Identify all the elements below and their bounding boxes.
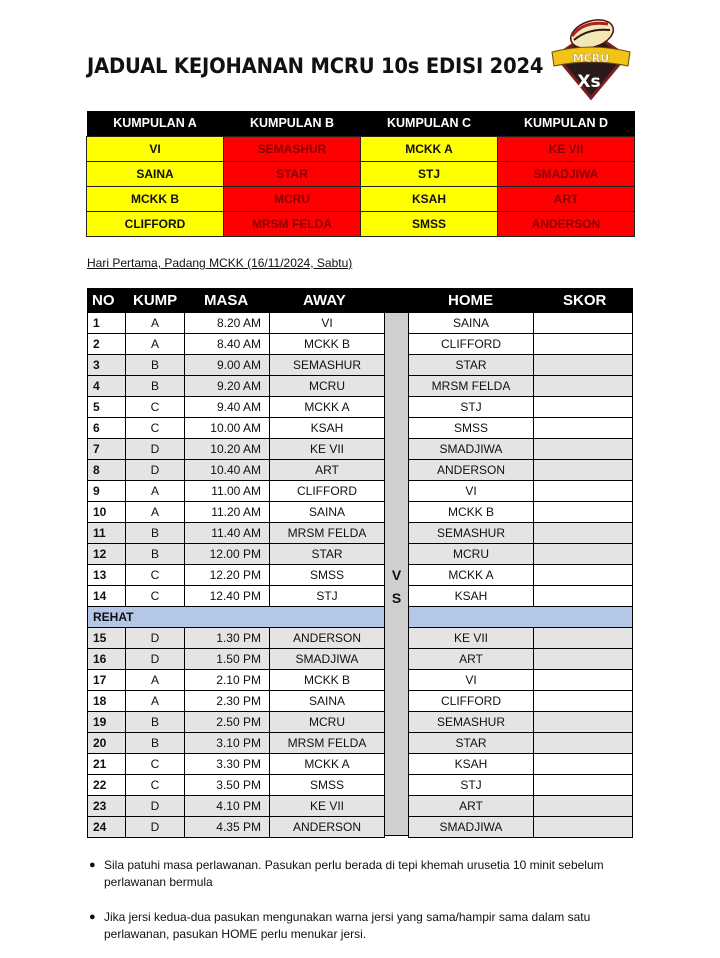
match-score[interactable]: [534, 397, 633, 418]
match-home-team: SMSS: [408, 418, 534, 439]
match-group: C: [126, 418, 185, 439]
match-time: 2.50 PM: [185, 712, 270, 733]
group-team-cell: MRSM FELDA: [224, 211, 361, 236]
match-row: [87, 460, 633, 481]
match-row: [87, 733, 633, 754]
match-score[interactable]: [534, 439, 633, 460]
header-home: HOME: [448, 292, 493, 309]
match-group: B: [126, 712, 185, 733]
header-skor: SKOR: [563, 292, 607, 309]
note-text: Sila patuhi masa perlawanan. Pasukan perlu berada di tepi khemah urusetia 10 minit sebelum perlawanan bermula: [104, 858, 604, 889]
group-team-cell: SAINA: [87, 161, 224, 186]
match-group: B: [126, 376, 185, 397]
match-home-team: STAR: [408, 355, 534, 376]
match-no: 24: [87, 817, 126, 838]
match-group: D: [126, 796, 185, 817]
group-header-c: KUMPULAN C: [361, 111, 498, 136]
match-time: 9.00 AM: [185, 355, 270, 376]
match-no: 8: [87, 460, 126, 481]
group-team-cell: MCRU: [224, 186, 361, 211]
match-no: 15: [87, 628, 126, 649]
match-home-team: STAR: [408, 733, 534, 754]
match-row: [87, 712, 633, 733]
match-home-team: SMADJIWA: [408, 817, 534, 838]
vs-column: [385, 313, 408, 836]
match-score[interactable]: [534, 355, 633, 376]
match-away-team: KE VII: [270, 439, 385, 460]
match-away-team: MCKK B: [270, 670, 385, 691]
match-row: [87, 754, 633, 775]
match-row: [87, 481, 633, 502]
header-no: NO: [92, 292, 115, 309]
match-row: [87, 775, 633, 796]
match-away-team: SAINA: [270, 502, 385, 523]
match-no: 3: [87, 355, 126, 376]
match-group: C: [126, 586, 185, 607]
match-no: 18: [87, 691, 126, 712]
logo-banner-text: MCRU: [572, 52, 610, 65]
match-score[interactable]: [534, 544, 633, 565]
match-row: [87, 670, 633, 691]
match-away-team: STAR: [270, 544, 385, 565]
match-score[interactable]: [534, 376, 633, 397]
match-time: 3.10 PM: [185, 733, 270, 754]
match-row: [87, 523, 633, 544]
match-home-team: VI: [408, 670, 534, 691]
match-home-team: KE VII: [408, 628, 534, 649]
match-score[interactable]: [534, 313, 633, 334]
match-time: 12.00 PM: [185, 544, 270, 565]
groups-row: [87, 136, 635, 161]
match-home-team: STJ: [408, 775, 534, 796]
match-home-team: ART: [408, 796, 534, 817]
match-row: [87, 817, 633, 838]
match-home-team: MCKK A: [408, 565, 534, 586]
match-home-team: SAINA: [408, 313, 534, 334]
match-time: 12.40 PM: [185, 586, 270, 607]
match-no: 4: [87, 376, 126, 397]
match-away-team: ART: [270, 460, 385, 481]
group-team-cell: ART: [498, 186, 635, 211]
match-home-team: VI: [408, 481, 534, 502]
page-title: JADUAL KEJOHANAN MCRU 10s EDISI 2024: [87, 54, 544, 78]
group-team-cell: STAR: [224, 161, 361, 186]
logo-sub-text: Xs: [577, 72, 601, 92]
match-group: D: [126, 817, 185, 838]
match-time: 8.20 AM: [185, 313, 270, 334]
match-group: D: [126, 460, 185, 481]
match-row: [87, 439, 633, 460]
match-group: A: [126, 670, 185, 691]
match-no: 14: [87, 586, 126, 607]
match-group: C: [126, 775, 185, 796]
match-time: 10.40 AM: [185, 460, 270, 481]
match-home-team: SMADJIWA: [408, 439, 534, 460]
match-row: [87, 628, 633, 649]
note-item: [87, 857, 627, 891]
header-masa: MASA: [204, 292, 249, 309]
match-away-team: MRSM FELDA: [270, 523, 385, 544]
match-away-team: ANDERSON: [270, 628, 385, 649]
group-team-cell: SEMASHUR: [224, 136, 361, 161]
match-row: [87, 502, 633, 523]
match-no: 6: [87, 418, 126, 439]
vs-letter-s: S: [391, 590, 402, 606]
match-time: 11.20 AM: [185, 502, 270, 523]
match-score[interactable]: [534, 334, 633, 355]
match-time: 11.00 AM: [185, 481, 270, 502]
match-score[interactable]: [534, 670, 633, 691]
header-away: AWAY: [303, 292, 346, 309]
match-no: 7: [87, 439, 126, 460]
match-group: A: [126, 691, 185, 712]
groups-header-row: [87, 111, 635, 136]
match-home-team: SEMASHUR: [408, 712, 534, 733]
bullet-dot-icon: ●: [89, 859, 96, 871]
match-group: D: [126, 649, 185, 670]
match-away-team: MCKK B: [270, 334, 385, 355]
groups-row: [87, 186, 635, 211]
match-row: [87, 565, 633, 586]
match-row: [87, 334, 633, 355]
match-away-team: STJ: [270, 586, 385, 607]
match-no: 13: [87, 565, 126, 586]
match-away-team: MRSM FELDA: [270, 733, 385, 754]
match-score[interactable]: [534, 628, 633, 649]
header-kump: KUMP: [133, 292, 178, 309]
match-row: [87, 418, 633, 439]
match-score[interactable]: [534, 586, 633, 607]
note-text: Jika jersi kedua-dua pasukan mengunakan warna jersi yang sama/hampir sama dalam satu perlawanan, pasukan HOME perlu menukar jersi.: [104, 910, 591, 941]
match-no: 17: [87, 670, 126, 691]
match-away-team: SMSS: [270, 775, 385, 796]
match-no: 10: [87, 502, 126, 523]
note-item: [87, 909, 627, 943]
match-row: [87, 355, 633, 376]
match-group: D: [126, 628, 185, 649]
match-away-team: MCKK A: [270, 397, 385, 418]
match-score[interactable]: [534, 775, 633, 796]
match-row: [87, 796, 633, 817]
match-away-team: CLIFFORD: [270, 481, 385, 502]
match-score[interactable]: [534, 754, 633, 775]
match-time: 4.10 PM: [185, 796, 270, 817]
groups-row: [87, 211, 635, 236]
match-group: A: [126, 334, 185, 355]
match-score[interactable]: [534, 523, 633, 544]
schedule-header-row: [87, 288, 633, 313]
match-group: C: [126, 565, 185, 586]
match-home-team: CLIFFORD: [408, 334, 534, 355]
match-away-team: SAINA: [270, 691, 385, 712]
match-time: 2.30 PM: [185, 691, 270, 712]
match-score[interactable]: [534, 460, 633, 481]
match-no: 21: [87, 754, 126, 775]
match-group: D: [126, 439, 185, 460]
match-time: 9.40 AM: [185, 397, 270, 418]
match-no: 22: [87, 775, 126, 796]
match-row: [87, 586, 633, 607]
match-row: [87, 397, 633, 418]
match-time: 3.30 PM: [185, 754, 270, 775]
group-team-cell: MCKK B: [87, 186, 224, 211]
match-no: 9: [87, 481, 126, 502]
match-away-team: SMSS: [270, 565, 385, 586]
match-group: A: [126, 502, 185, 523]
notes-list: [87, 857, 627, 958]
match-no: 12: [87, 544, 126, 565]
group-team-cell: STJ: [361, 161, 498, 186]
match-row: [87, 691, 633, 712]
match-home-team: MRSM FELDA: [408, 376, 534, 397]
group-team-cell: KE VII: [498, 136, 635, 161]
group-header-d: KUMPULAN D: [498, 111, 635, 136]
match-home-team: ART: [408, 649, 534, 670]
match-group: A: [126, 481, 185, 502]
match-score[interactable]: [534, 502, 633, 523]
match-score[interactable]: [534, 691, 633, 712]
match-time: 10.00 AM: [185, 418, 270, 439]
match-home-team: MCRU: [408, 544, 534, 565]
match-away-team: MCKK A: [270, 754, 385, 775]
break-row-label: REHAT: [87, 607, 385, 628]
group-header-a: KUMPULAN A: [87, 111, 224, 136]
match-time: 1.50 PM: [185, 649, 270, 670]
match-time: 4.35 PM: [185, 817, 270, 838]
match-time: 12.20 PM: [185, 565, 270, 586]
match-group: C: [126, 754, 185, 775]
match-score[interactable]: [534, 733, 633, 754]
group-header-b: KUMPULAN B: [224, 111, 361, 136]
match-group: B: [126, 355, 185, 376]
match-score[interactable]: [534, 418, 633, 439]
match-away-team: SMADJIWA: [270, 649, 385, 670]
groups-row: [87, 161, 635, 186]
mcru-xs-rugby-logo-icon: [548, 12, 634, 102]
match-group: B: [126, 523, 185, 544]
match-score[interactable]: [534, 712, 633, 733]
match-no: 1: [87, 313, 126, 334]
match-time: 1.30 PM: [185, 628, 270, 649]
match-group: B: [126, 544, 185, 565]
match-time: 8.40 AM: [185, 334, 270, 355]
group-team-cell: VI: [87, 136, 224, 161]
match-away-team: VI: [270, 313, 385, 334]
groups-table: [86, 111, 635, 237]
match-away-team: KSAH: [270, 418, 385, 439]
match-score[interactable]: [534, 481, 633, 502]
match-home-team: KSAH: [408, 754, 534, 775]
match-time: 9.20 AM: [185, 376, 270, 397]
match-no: 23: [87, 796, 126, 817]
group-team-cell: ANDERSON: [498, 211, 635, 236]
match-score[interactable]: [534, 649, 633, 670]
match-group: C: [126, 397, 185, 418]
match-row: [87, 649, 633, 670]
schedule-subtitle: Hari Pertama, Padang MCKK (16/11/2024, Sabtu): [87, 256, 353, 270]
match-home-team: SEMASHUR: [408, 523, 534, 544]
match-time: 11.40 AM: [185, 523, 270, 544]
match-away-team: SEMASHUR: [270, 355, 385, 376]
match-group: A: [126, 313, 185, 334]
match-score[interactable]: [534, 817, 633, 838]
match-group: B: [126, 733, 185, 754]
match-home-team: KSAH: [408, 586, 534, 607]
match-row: [87, 313, 633, 334]
match-home-team: STJ: [408, 397, 534, 418]
logo-graphic: [548, 12, 634, 102]
group-team-cell: SMSS: [361, 211, 498, 236]
match-no: 11: [87, 523, 126, 544]
match-score[interactable]: [534, 796, 633, 817]
match-time: 10.20 AM: [185, 439, 270, 460]
match-no: 5: [87, 397, 126, 418]
match-row: [87, 376, 633, 397]
match-no: 16: [87, 649, 126, 670]
match-row: [87, 544, 633, 565]
bullet-dot-icon: ●: [89, 911, 96, 923]
match-home-team: CLIFFORD: [408, 691, 534, 712]
match-away-team: KE VII: [270, 796, 385, 817]
group-team-cell: CLIFFORD: [87, 211, 224, 236]
match-home-team: ANDERSON: [408, 460, 534, 481]
match-score[interactable]: [534, 565, 633, 586]
match-away-team: ANDERSON: [270, 817, 385, 838]
match-no: 20: [87, 733, 126, 754]
match-no: 2: [87, 334, 126, 355]
match-away-team: MCRU: [270, 712, 385, 733]
match-time: 3.50 PM: [185, 775, 270, 796]
break-row-fill: [408, 607, 633, 628]
match-home-team: MCKK B: [408, 502, 534, 523]
match-time: 2.10 PM: [185, 670, 270, 691]
group-team-cell: KSAH: [361, 186, 498, 211]
group-team-cell: MCKK A: [361, 136, 498, 161]
match-away-team: MCRU: [270, 376, 385, 397]
vs-letter-v: V: [391, 567, 402, 583]
match-no: 19: [87, 712, 126, 733]
group-team-cell: SMADJIWA: [498, 161, 635, 186]
